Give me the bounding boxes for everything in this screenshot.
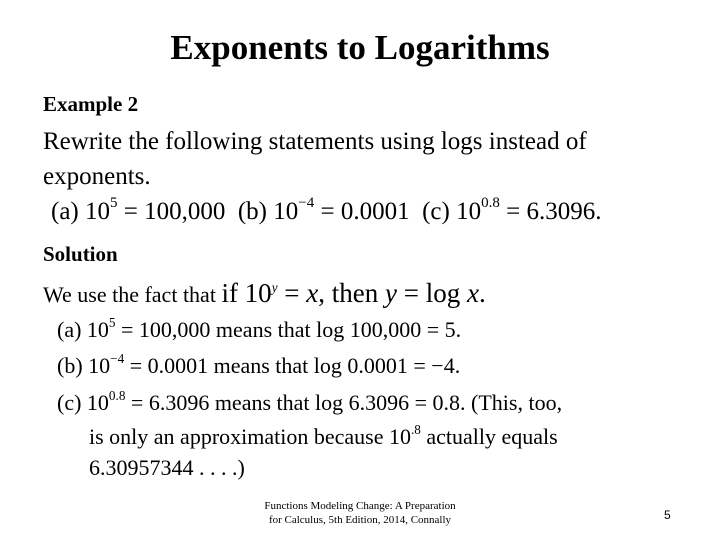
answer-c-exponent: 0.8 bbox=[108, 387, 126, 403]
fact-y: y bbox=[385, 278, 397, 308]
answer-c2-exponent: .8 bbox=[410, 421, 421, 437]
footer-citation bbox=[200, 499, 520, 527]
fact-intro: We use the fact that bbox=[43, 282, 222, 307]
answer-b-exponent: −4 bbox=[110, 350, 125, 366]
answer-c-base: (c) 10 bbox=[57, 390, 109, 415]
answer-c-text: = 6.3096 means that log 6.3096 = 0.8. (This, too, bbox=[125, 390, 563, 415]
page-number: 5 bbox=[664, 508, 671, 522]
fact-equals: = bbox=[277, 278, 307, 308]
fact-log: = log bbox=[397, 278, 467, 308]
answer-a bbox=[57, 314, 462, 343]
answer-a-base: (a) 10 bbox=[57, 317, 109, 342]
answer-c2-text: is only an approximation because 10 bbox=[89, 424, 411, 449]
fact-if: if 10 bbox=[221, 278, 272, 308]
prompt-line-1: Rewrite the following statements using logs instead of bbox=[43, 128, 587, 155]
answer-a-exponent: 5 bbox=[108, 314, 116, 330]
part-a-rest: = 100,000 bbox=[117, 198, 238, 225]
fact-statement bbox=[43, 278, 486, 309]
answer-c-continued bbox=[89, 421, 558, 450]
fact-then: , then bbox=[318, 278, 386, 308]
answer-b-text: = 0.0001 means that log 0.0001 = −4. bbox=[124, 353, 461, 378]
solution-label: Solution bbox=[43, 242, 118, 266]
fact-period: . bbox=[478, 278, 486, 308]
example-label: Example 2 bbox=[43, 92, 139, 116]
prompt-line-2: exponents. bbox=[43, 163, 151, 190]
footer-line-1: Functions Modeling Change: A Preparation bbox=[264, 500, 456, 512]
part-b-rest: = 0.0001 bbox=[314, 198, 423, 225]
answer-b-base: (b) 10 bbox=[57, 353, 111, 378]
part-c-rest: = 6.3096. bbox=[499, 198, 602, 225]
part-b-base: (b) 10 bbox=[237, 198, 299, 225]
part-c-exponent: 0.8 bbox=[481, 195, 500, 212]
fact-exponent: y bbox=[271, 279, 278, 295]
answer-c2-rest: actually equals bbox=[420, 424, 558, 449]
answer-c bbox=[57, 387, 563, 416]
part-c-base: (c) 10 bbox=[422, 198, 482, 225]
part-b-exponent: −4 bbox=[298, 195, 315, 212]
fact-x2: x bbox=[466, 278, 479, 308]
part-a-exponent: 5 bbox=[110, 195, 118, 212]
fact-x: x bbox=[306, 278, 319, 308]
answer-b bbox=[57, 350, 461, 379]
footer-line-2: for Calculus, 5th Edition, 2014, Connally bbox=[268, 514, 452, 526]
answer-a-text: = 100,000 means that log 100,000 = 5. bbox=[115, 317, 462, 342]
slide-title: Exponents to Logarithms bbox=[170, 28, 550, 67]
problem-parts bbox=[51, 195, 602, 226]
part-a-base: (a) 10 bbox=[51, 198, 110, 225]
answer-c-final: 6.30957344 . . . .) bbox=[89, 455, 245, 480]
